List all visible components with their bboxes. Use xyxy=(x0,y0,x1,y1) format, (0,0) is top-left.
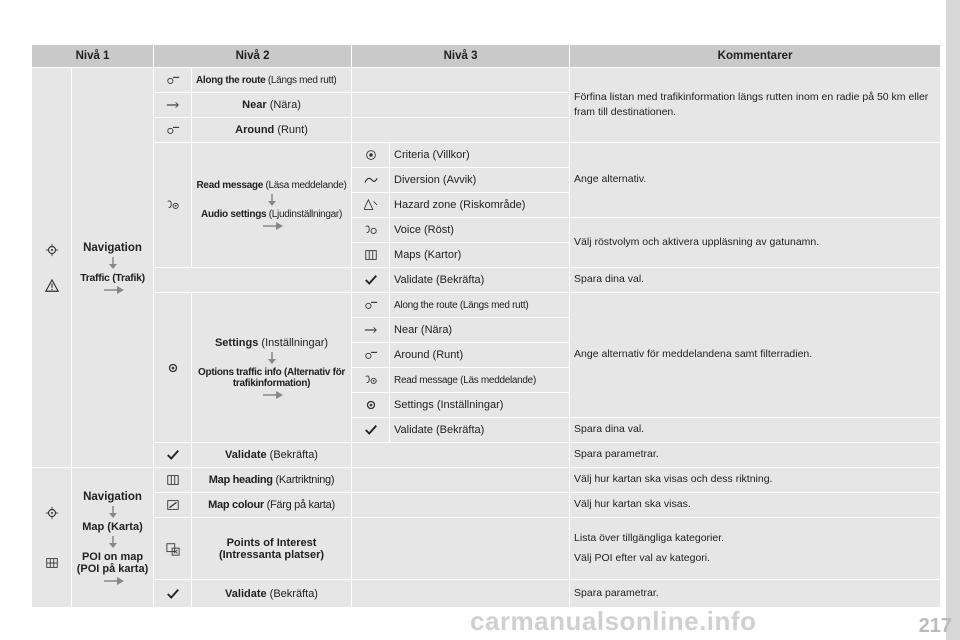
table-row xyxy=(32,68,941,93)
empty-cell xyxy=(352,468,570,493)
near-cell[interactable] xyxy=(192,93,352,118)
criteria-icon xyxy=(364,148,378,162)
arrow-down-icon xyxy=(267,194,277,206)
empty-cell xyxy=(352,580,570,608)
navigation-icon xyxy=(45,243,59,257)
map-heading-icon-cell xyxy=(154,468,192,493)
speaker-icon xyxy=(166,198,180,212)
validate-label: Validate xyxy=(225,449,267,461)
arrow-down-icon xyxy=(108,257,118,269)
nav-validate-cell[interactable] xyxy=(192,443,352,468)
maps-item[interactable]: Maps (Kartor) xyxy=(390,243,570,268)
nav-icons-cell xyxy=(32,68,72,468)
poi-on-map-label: POI on map (POI på karta) xyxy=(76,550,149,575)
settings-settings-item[interactable]: Settings (Inställningar) xyxy=(390,393,570,418)
diversion-icon-cell xyxy=(352,168,390,193)
arrow-right-icon xyxy=(102,286,124,294)
page-edge-strip xyxy=(946,0,960,640)
table-row xyxy=(32,268,941,293)
checkmark-icon xyxy=(364,423,378,437)
around-icon xyxy=(364,348,378,362)
read-message-icon-cell xyxy=(352,368,390,393)
poi-comment-1: Lista över tillgängliga kategorier. xyxy=(574,532,725,545)
map-colour-cell[interactable] xyxy=(192,493,352,518)
audio-settings-translation: (Ljudinställningar) xyxy=(266,209,342,220)
arrow-down-icon xyxy=(108,506,118,518)
empty-cell xyxy=(352,518,570,580)
map-validate-cell[interactable] xyxy=(192,580,352,608)
table-row xyxy=(32,293,941,318)
menu-table xyxy=(31,44,941,608)
around-translation: (Runt) xyxy=(274,124,308,136)
check-icon-cell xyxy=(154,580,192,608)
settings-translation: (Inställningar) xyxy=(258,336,329,349)
hazard-zone-item[interactable]: Hazard zone (Riskområde) xyxy=(390,193,570,218)
empty-cell xyxy=(154,268,352,293)
navigation-icon xyxy=(45,506,59,520)
gear-icon xyxy=(364,398,378,412)
table-row xyxy=(32,468,941,493)
page-number: 217 xyxy=(918,615,952,637)
map-colour-comment: Välj hur kartan ska visas. xyxy=(570,493,941,518)
map-validate-comment: Spara parametrar. xyxy=(570,580,941,608)
settings-validate-comment: Spara dina val. xyxy=(570,418,941,443)
hazard-zone-icon xyxy=(364,198,378,212)
check-icon-cell xyxy=(352,418,390,443)
map-label: Map (Karta) xyxy=(82,520,143,533)
criteria-item[interactable]: Criteria (Villkor) xyxy=(390,143,570,168)
arrow-down-icon xyxy=(108,536,118,548)
settings-cell[interactable] xyxy=(192,293,352,443)
maps-icon-cell xyxy=(352,243,390,268)
nav-level-cell xyxy=(72,68,154,468)
traffic-label: Traffic (Trafik) xyxy=(80,271,145,284)
traffic-warning-icon xyxy=(45,279,59,293)
map-icons-cell xyxy=(32,468,72,608)
map-heading-label: Map heading xyxy=(208,474,273,486)
map-validate-translation: (Bekräfta) xyxy=(266,587,318,600)
arrow-right-icon xyxy=(261,391,283,399)
table-row xyxy=(32,493,941,518)
along-route-icon xyxy=(166,73,180,87)
voice-icon xyxy=(364,223,378,237)
empty-cell xyxy=(352,93,570,118)
empty-cell xyxy=(352,443,570,468)
poi-cell[interactable]: Points of Interest (Intressanta platser) xyxy=(192,518,352,580)
arrow-right-icon xyxy=(102,577,124,585)
empty-cell xyxy=(352,118,570,143)
settings-read-message-item[interactable]: Read message (Läs meddelande) xyxy=(390,368,570,393)
read-message-translation: (Läsa meddelande) xyxy=(262,180,347,191)
checkmark-icon xyxy=(166,448,180,462)
voice-icon-cell xyxy=(352,218,390,243)
along-route-icon-cell xyxy=(352,293,390,318)
options-traffic-label: Options traffic info (Alternativ för trafikinformation) xyxy=(198,366,346,389)
map-level-cell xyxy=(72,468,154,608)
near-icon-cell xyxy=(352,318,390,343)
table-row xyxy=(32,580,941,608)
header-level-1: Nivå 1 xyxy=(32,45,154,68)
nav-validate-comment: Spara parametrar. xyxy=(570,443,941,468)
settings-comment: Ange alternativ för meddelandena samt filterradien. xyxy=(570,293,941,418)
table-row xyxy=(32,143,941,168)
header-level-2: Nivå 2 xyxy=(154,45,352,68)
audio-validate-comment: Spara dina val. xyxy=(570,268,941,293)
table-row xyxy=(32,518,941,580)
check-icon-cell xyxy=(154,443,192,468)
arrow-down-icon xyxy=(267,352,277,364)
settings-label: Settings xyxy=(214,336,259,349)
checkmark-icon xyxy=(166,587,180,601)
checkmark-icon xyxy=(364,273,378,287)
header-comments: Kommentarer xyxy=(570,45,941,68)
read-message-cell[interactable] xyxy=(192,143,352,268)
around-icon-cell xyxy=(154,118,192,143)
map-colour-label: Map colour xyxy=(208,499,264,511)
navigation-label: Navigation xyxy=(83,241,142,254)
near-translation: (Nära) xyxy=(266,99,301,111)
along-route-cell[interactable] xyxy=(192,68,352,93)
speaker-icon xyxy=(364,373,378,387)
table-row xyxy=(32,443,941,468)
map-heading-cell[interactable] xyxy=(192,468,352,493)
header-level-3: Nivå 3 xyxy=(352,45,570,68)
settings-validate-item[interactable]: Validate (Bekräfta) xyxy=(390,418,570,443)
map-validate-label: Validate xyxy=(225,587,267,600)
settings-near-item[interactable]: Near (Nära) xyxy=(390,318,570,343)
read-message-icon-cell xyxy=(154,143,192,268)
settings-along-route-item[interactable]: Along the route (Längs med rutt) xyxy=(390,293,570,318)
diversion-item[interactable]: Diversion (Avvik) xyxy=(390,168,570,193)
gear-icon xyxy=(166,361,180,375)
validate-translation: (Bekräfta) xyxy=(266,449,318,461)
empty-cell xyxy=(352,68,570,93)
along-route-label: Along the route xyxy=(196,75,266,86)
settings-sub-icon-cell xyxy=(352,393,390,418)
empty-cell xyxy=(352,493,570,518)
map-heading-icon xyxy=(166,473,180,487)
map-colour-icon xyxy=(166,498,180,512)
poi-comment-2: Välj POI efter val av kategori. xyxy=(574,551,711,564)
map-heading-translation: (Kartriktning) xyxy=(272,474,335,486)
settings-icon-cell xyxy=(154,293,192,443)
map-navigation-label: Navigation xyxy=(83,490,142,503)
audio-settings-label: Audio settings xyxy=(201,209,267,220)
audio-comment-2: Välj röstvolym och aktivera uppläsning av gatunamn. xyxy=(570,218,941,268)
read-message-label: Read message xyxy=(196,180,263,191)
check-icon-cell xyxy=(352,268,390,293)
audio-comment-1: Ange alternativ. xyxy=(570,143,941,218)
map-colour-icon-cell xyxy=(154,493,192,518)
voice-item[interactable]: Voice (Röst) xyxy=(390,218,570,243)
around-label: Around xyxy=(235,124,275,136)
map-heading-comment: Välj hur kartan ska visas och dess riktning. xyxy=(570,468,941,493)
settings-around-item[interactable]: Around (Runt) xyxy=(390,343,570,368)
around-cell[interactable] xyxy=(192,118,352,143)
maps-icon xyxy=(364,248,378,262)
near-icon xyxy=(364,323,378,337)
header-row xyxy=(32,45,941,68)
route-comment: Förfina listan med trafikinformation längs rutten inom en radie på 50 km eller fram till destinationen. xyxy=(570,68,941,143)
around-icon-cell xyxy=(352,343,390,368)
poi-comment-cell xyxy=(570,518,941,580)
map-icon xyxy=(45,556,59,570)
along-route-icon-cell xyxy=(154,68,192,93)
poi-icon xyxy=(166,542,180,556)
watermark: carmanualsonline.info xyxy=(470,606,757,636)
near-icon xyxy=(166,98,180,112)
arrow-right-icon xyxy=(261,222,283,230)
near-icon-cell xyxy=(154,93,192,118)
criteria-icon-cell xyxy=(352,143,390,168)
diversion-icon xyxy=(364,173,378,187)
along-route-icon xyxy=(364,298,378,312)
hazard-icon-cell xyxy=(352,193,390,218)
near-label: Near xyxy=(242,99,267,111)
audio-validate-item[interactable]: Validate (Bekräfta) xyxy=(390,268,570,293)
along-route-translation: (Längs med rutt) xyxy=(265,75,337,86)
around-icon xyxy=(166,123,180,137)
poi-icon-cell xyxy=(154,518,192,580)
map-colour-translation: (Färg på karta) xyxy=(263,499,335,511)
